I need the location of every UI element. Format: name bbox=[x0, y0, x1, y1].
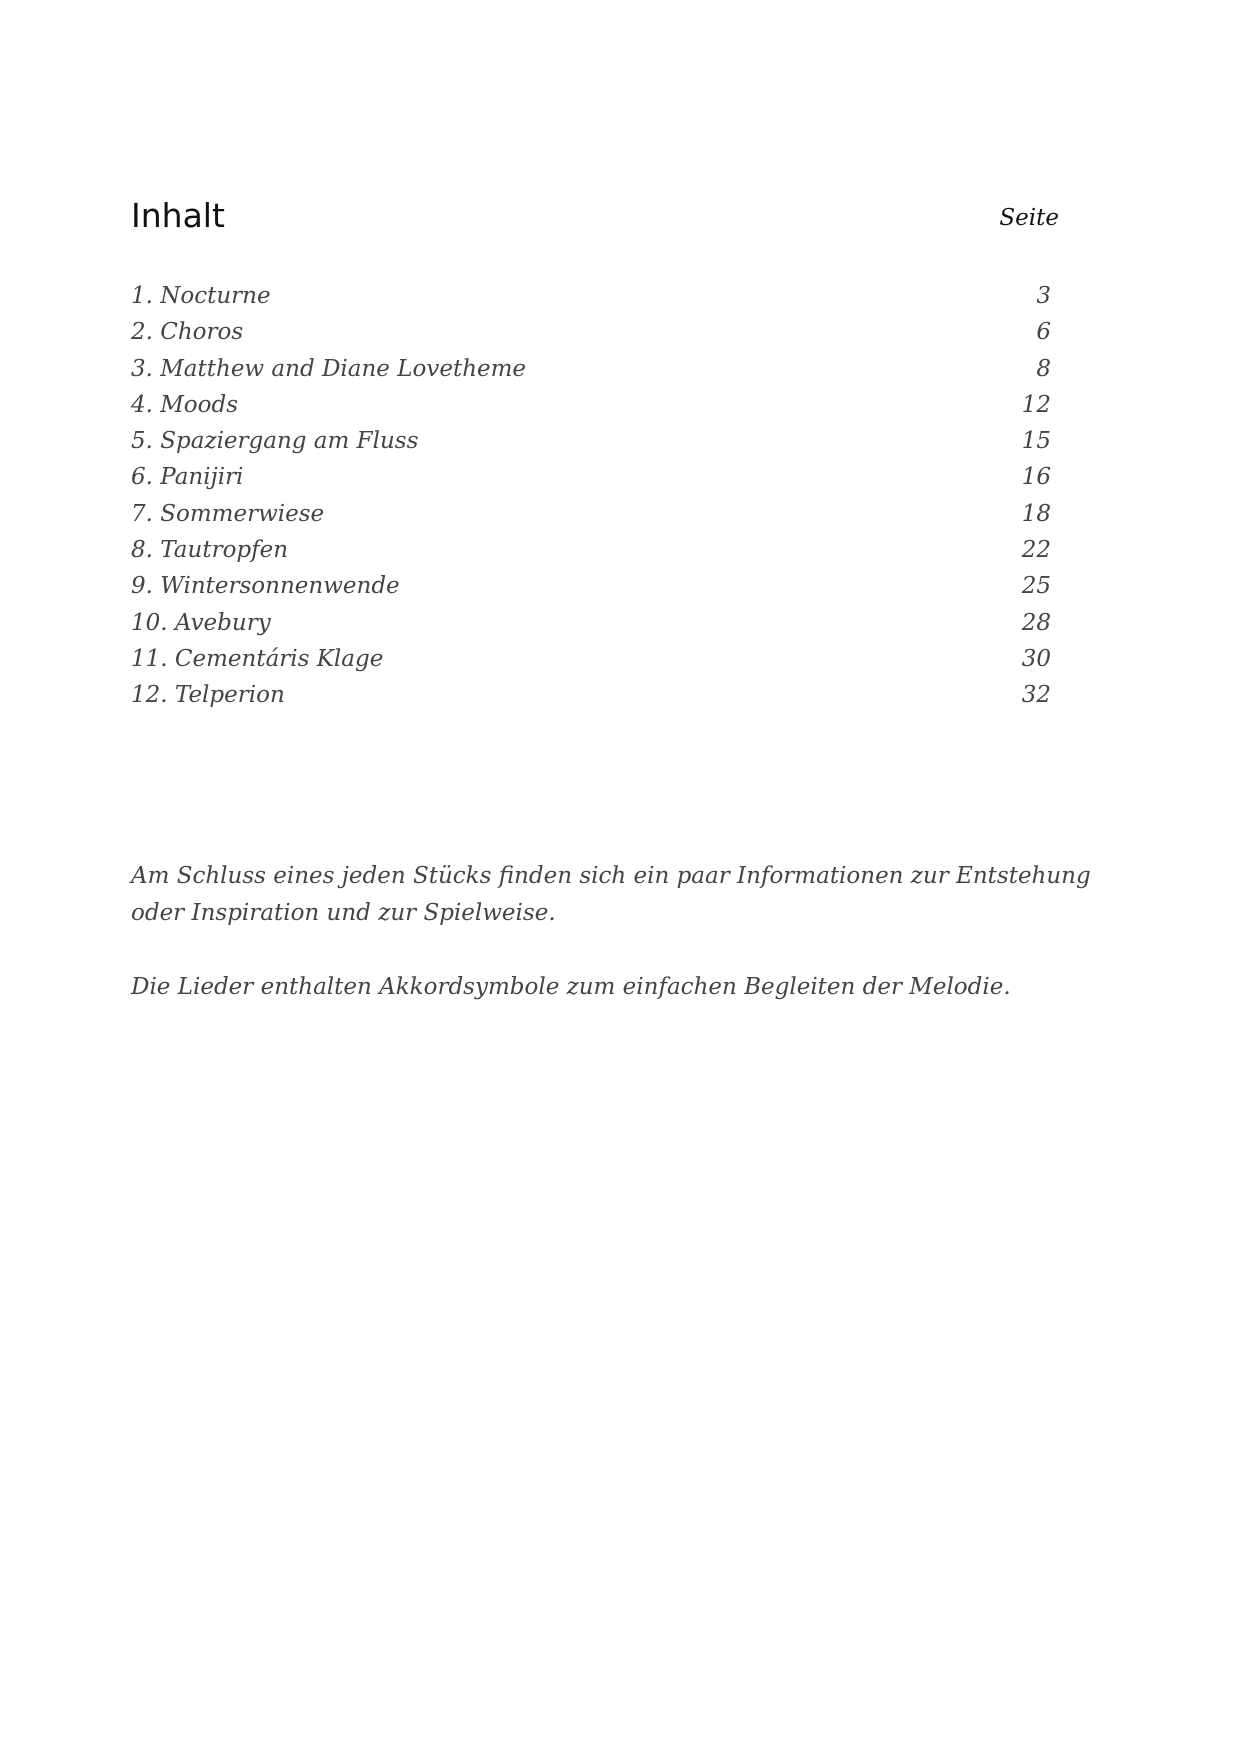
toc-entry-page: 15 bbox=[1021, 428, 1051, 455]
toc-entry bbox=[131, 568, 1051, 604]
toc-entry bbox=[131, 496, 1051, 532]
toc-entry-title: 3. Matthew and Diane Lovetheme bbox=[131, 355, 527, 382]
toc-entry bbox=[131, 641, 1051, 677]
toc-entry-title: 6. Panijiri bbox=[131, 464, 244, 491]
toc-entry-page: 30 bbox=[1021, 645, 1051, 672]
notes-paragraph-info: Am Schluss eines jeden Stücks finden sich ein paar Informationen zur Entstehung oder Inspiration und zur Spielweise. bbox=[131, 863, 1091, 926]
toc-entry-page: 22 bbox=[1021, 537, 1051, 564]
toc-entry bbox=[131, 351, 1051, 387]
toc-entry-page: 28 bbox=[1021, 609, 1051, 636]
toc-entry bbox=[131, 605, 1051, 641]
toc-entry-page: 32 bbox=[1021, 682, 1051, 709]
notes-paragraph-chords: Die Lieder enthalten Akkordsymbole zum einfachen Begleiten der Melodie. bbox=[131, 974, 1011, 1000]
toc-entry-title: 5. Spaziergang am Fluss bbox=[131, 428, 419, 455]
toc-entry-page: 18 bbox=[1021, 500, 1051, 527]
notes-section bbox=[131, 858, 1091, 1043]
toc-entry-title: 8. Tautropfen bbox=[131, 537, 289, 564]
toc-entry bbox=[131, 387, 1051, 423]
toc-entry-title: 11. Cementáris Klage bbox=[131, 645, 384, 672]
toc-entry-title: 4. Moods bbox=[131, 391, 239, 418]
toc-entry-title: 10. Avebury bbox=[131, 609, 271, 636]
toc-entry-page: 3 bbox=[1036, 283, 1051, 309]
toc-entry-page: 12 bbox=[1021, 391, 1051, 418]
toc-entry-page: 8 bbox=[1036, 355, 1051, 382]
toc-entry-title: 7. Sommerwiese bbox=[131, 500, 325, 527]
toc-entry-page: 16 bbox=[1021, 464, 1051, 491]
toc-entry bbox=[131, 459, 1051, 495]
toc-entry bbox=[131, 677, 1051, 713]
toc-entry-title: 1. Nocturne bbox=[131, 283, 271, 309]
toc-entry bbox=[131, 532, 1051, 568]
toc-entry bbox=[131, 314, 1051, 350]
toc-entry bbox=[131, 423, 1051, 459]
toc-header bbox=[131, 196, 1059, 246]
toc-entry-title: 12. Telperion bbox=[131, 682, 285, 709]
toc-title: Inhalt bbox=[131, 196, 225, 235]
toc-entry-title: 9. Wintersonnenwende bbox=[131, 573, 400, 600]
toc-entry-page: 25 bbox=[1021, 573, 1051, 600]
toc-entry-page: 6 bbox=[1036, 319, 1051, 346]
toc-page-column-header: Seite bbox=[999, 205, 1059, 231]
toc-list bbox=[131, 278, 1051, 714]
toc-entry bbox=[131, 278, 1051, 314]
toc-entry-title: 2. Choros bbox=[131, 319, 244, 346]
